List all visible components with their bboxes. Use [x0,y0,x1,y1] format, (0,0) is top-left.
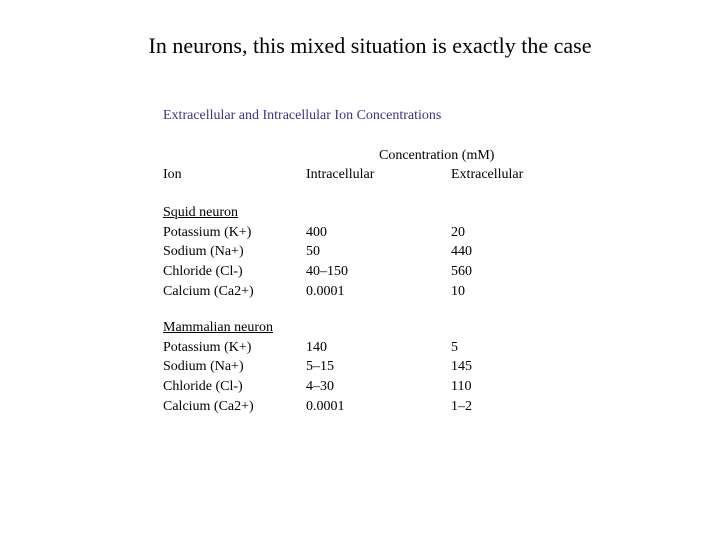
row-ion-label: Potassium (K+) [163,339,252,355]
row-intracellular-value: 0.0001 [306,398,345,414]
extracellular-column-header: Extracellular [451,167,524,182]
row-intracellular-value: 50 [306,244,320,260]
table-caption: Extracellular and Intracellular Ion Concentrations [163,108,442,123]
concentration-header: Concentration (mM) [379,148,495,163]
row-extracellular-value: 560 [451,264,472,280]
row-ion-label: Potassium (K+) [163,224,252,240]
row-extracellular-value: 1–2 [451,398,472,414]
group-heading-mammalian-neuron: Mammalian neuron [163,320,274,335]
intracellular-column-header: Intracellular [306,167,375,182]
row-extracellular-value: 5 [451,339,458,355]
row-intracellular-value: 4–30 [306,379,334,395]
row-intracellular-value: 40–150 [306,264,348,280]
row-ion-label: Calcium (Ca2+) [163,283,254,299]
row-intracellular-value: 5–15 [306,359,334,375]
row-ion-label: Sodium (Na+) [163,359,244,375]
row-extracellular-value: 10 [451,283,465,299]
row-extracellular-value: 110 [451,379,472,395]
row-intracellular-value: 400 [306,224,327,240]
row-intracellular-value: 0.0001 [306,283,345,299]
row-ion-label: Sodium (Na+) [163,244,244,260]
row-ion-label: Calcium (Ca2+) [163,398,254,414]
group-heading-squid-neuron: Squid neuron [163,205,239,220]
row-ion-label: Chloride (Cl-) [163,264,243,280]
ion-column-header: Ion [163,167,182,182]
row-extracellular-value: 440 [451,244,472,260]
row-ion-label: Chloride (Cl-) [163,379,243,395]
row-intracellular-value: 140 [306,339,327,355]
row-extracellular-value: 145 [451,359,472,375]
row-extracellular-value: 20 [451,224,465,240]
slide-title: In neurons, this mixed situation is exactly the case [148,33,592,58]
